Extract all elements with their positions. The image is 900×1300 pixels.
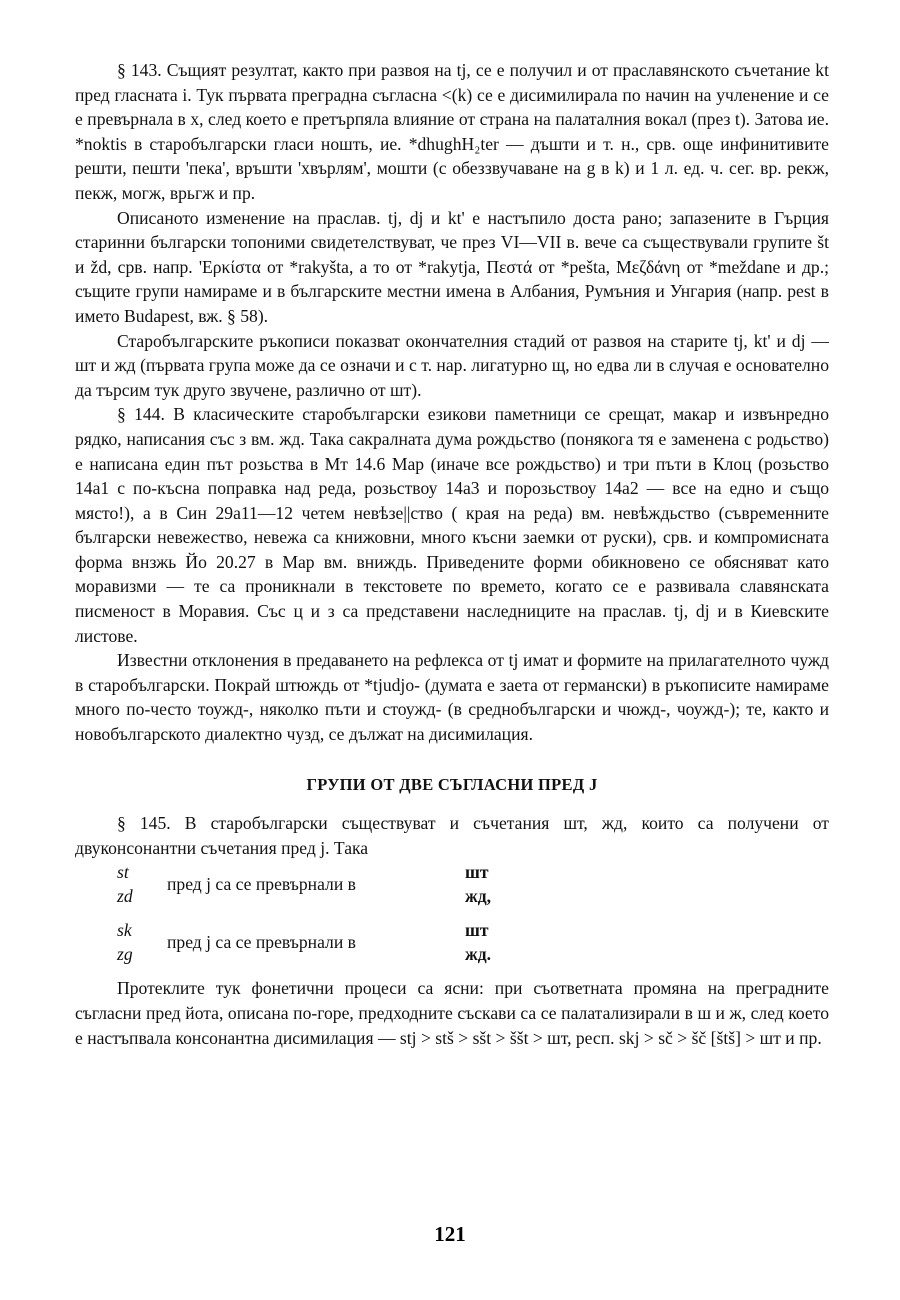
page-number: 121 <box>434 1222 466 1246</box>
page-body <box>75 58 829 1050</box>
scheme-left-bottom: zd <box>117 886 133 907</box>
scheme-right-top: шт <box>465 920 489 941</box>
scheme-right-bottom: жд, <box>465 886 492 907</box>
paragraph-143-b: Описаното изменение на праслав. tj, dj и kt' е настъпило доста рано; запазените в Гърция старинни български топоними свидетелствуват, че през VI—VII в. вече са съществували групите št и žd, срв. напр. 'Ερκίστα от *rakyšta, а то от *rakytja, Πεστά от *pešta, Μεζδάνη от *meždane и др.; същите групи намираме и в българските местни имена в Албания, Румъния и Унгария (напр. pest в името Budapest, вж. § 58). <box>75 207 829 326</box>
scheme-left-bottom: zg <box>117 944 133 965</box>
paragraph-143: § 143. Същият резултат, както при развоя на tj, се е получил и от праславянското съчетание kt пред гласната i. Тук първата преградна съгласна <(k) се е дисимилирала по начин на учленение и се е превърнала в x, след което е претърпяла влияние от страна на палаталния вокал (през t). Затова ие. *noktis в старобългарски гласи ношть, ие. *dhughH₂ter — дъшти и т. н., срв. още инфинитивите решти, пешти 'пека', връшти 'хвърлям', мошти (с обеззвучаване на g в k) и 1 л. ед. ч. сег. вр. рекж, пекж, могж, врьгж и пр. <box>75 60 829 203</box>
scheme-left-top: sk <box>117 920 132 941</box>
paragraph-145-b: Протеклите тук фонетични процеси са ясни: при съответната промяна на преградните съгласни пред йота, описана по-горе, предходните съскави са се палатализирали в ш и ж, след което е настъпвала консонантна дисимилация — stj > stš > sšt > ššt > шт, респ. skj > sč > šč [štš] > шт и пр. <box>75 978 829 1048</box>
paragraph-144: § 144. В класическите старобългарски езикови паметници се срещат, макар и извънредно рядко, написания със з вм. жд. Така сакралната дума рождьство (понякога тя е заменена с родьство) е написана един път розьства в Мт 14.6 Мар (иначе все рождьство) и три пъти в Клоц (розьство 14а1 с по-късна поправка над реда, розьствоу 14а3 и порозьствоу 14а2 — все на едно и също място!), а в Син 29а11—12 четем невѣзе||ство ( края на реда) вм. невѣждьство (съвременните български невежество, невежа са книжовни, много късни заемки от руски), срв. и компромисната форма внзжь Йо 20.27 в Мар вм. вниждь. Приведените форми обикновено се обясняват като моравизми — те са проникнали в текстовете по времето, когато се е развивала славянската писменост в Моравия. Със ц и з са представени наследниците на праслав. tj, dj и в Киевските листове. <box>75 404 829 646</box>
paragraph-145: § 145. В старобългарски съществуват и съчетания шт, жд, които са получени от двуконсонантни съчетания пред j. Така <box>75 813 829 858</box>
scheme-middle: пред j са се превърнали в <box>167 874 356 895</box>
paragraph-144-b: Известни отклонения в предаването на рефлекса от tj имат и формите на прилагателното чужд в старобългарски. Покрай штюждь от *tjudjo- (думата е заета от германски) в ръкописите намираме много по-често тоужд-, няколко пъти и стоужд- (в среднобългарски и чюжд-, чоужд-); те, както и новобългарското диалектно чузд, се дължат на дисимилация. <box>75 650 829 745</box>
paragraph-143-c: Старобългарските ръкописи показват окончателния стадий от развоя на старите tj, kt' и dj — шт и жд (първата група може да се означи и с т. нар. лигатурно щ, но едва ли в случая е основателно да търсим тук друго звучене, различно от шт). <box>75 330 829 400</box>
scheme-right-bottom: жд. <box>465 944 492 965</box>
scheme-sk-zg <box>75 918 829 976</box>
scheme-left-top: st <box>117 862 129 883</box>
section-heading: ГРУПИ ОТ ДВЕ СЪГЛАСНИ ПРЕД J <box>306 774 598 794</box>
scheme-right-top: шт <box>465 862 489 883</box>
scheme-st-zd <box>75 860 829 918</box>
scheme-middle: пред j са се превърнали в <box>167 932 356 953</box>
